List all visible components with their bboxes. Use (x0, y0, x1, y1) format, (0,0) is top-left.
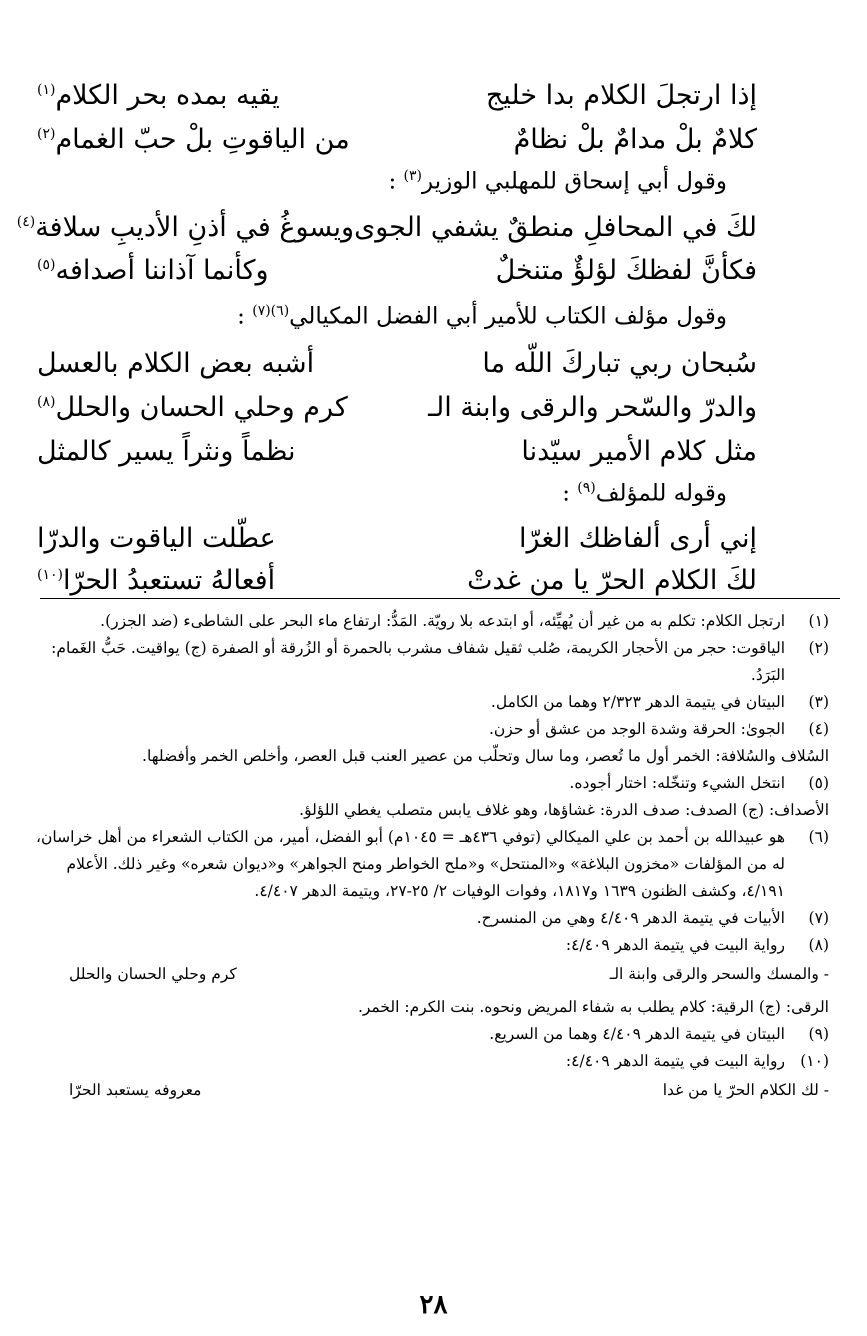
verse-5-first-hemistich: سُبحان ربي تباركَ اللّه ما (482, 347, 757, 379)
verse-7-second-hemistich: نظماً ونثراً يسير كالمثل (37, 435, 296, 467)
footnote-ref: (١) (37, 81, 56, 98)
intro-line-2: وقول مؤلف الكتاب للأمير أبي الفضل المكيالي$^{(٦)(٧)}$ : (237, 303, 727, 330)
verse-2 (37, 114, 757, 164)
verse-9-first-hemistich: لكَ الكلام الحرّ يا من غدتْ (467, 564, 757, 596)
verse-1-second-hemistich: يقيه بمده بحر الكلام$^{(١)}$ (37, 79, 280, 111)
footnote-ref: (٢) (37, 125, 56, 142)
verse-6-second-hemistich: كرم وحلي الحسان والحلل$^{(٨)}$ (37, 391, 348, 423)
verse-6 (37, 382, 757, 432)
footnotes (29, 608, 829, 1110)
footnote-ref: (٨) (37, 393, 56, 410)
page-number: ٢٨ (419, 1290, 448, 1320)
verse-2-first-hemistich: كلامٌ بلْ مدامٌ بلْ نظامٌ (513, 123, 757, 155)
verse-9-second-hemistich: أفعالهُ تستعبدُ الحرّا$^{(١٠)}$ (37, 564, 276, 596)
verse-6-first-hemistich: والدرّ والسّحر والرقى وابنة الـ (428, 391, 757, 423)
footnote-8-continuation: الرقى: (ج) الرقية: كلام يطلب به شفاء المريض ونحوه. بنت الكرم: الخمر. (357, 998, 829, 1016)
footnote-4: (٤) الجوىٰ: الحرقة وشدة الوجد من عشق أو حزن. (488, 720, 829, 738)
verse-3-first-hemistich: لكَ في المحافلِ منطقٌ يشفي الجوى (354, 211, 757, 243)
verse-5 (37, 338, 757, 388)
verse-8-second-hemistich: عطّلت الياقوت والدرّا (37, 522, 276, 554)
footnote-5-continuation: الأصداف: (ج) الصدف: صدف الدرة: غشاؤها، وهو غلاف يابس متصلب يغطي اللؤلؤ. (299, 801, 829, 819)
footnote-ref: (١٠) (37, 566, 63, 583)
verse-7-first-hemistich: مثل كلام الأمير سيّدنا (521, 435, 757, 467)
footnote-10: (١٠) رواية البيت في يتيمة الدهر ٤/٤٠٩: (565, 1052, 829, 1070)
footnote-10-verse: - لك الكلام الحرّ يا من غدا معروفه يستعبد الحرّا (69, 1081, 829, 1099)
footnote-8: (٨) رواية البيت في يتيمة الدهر ٤/٤٠٩: (565, 936, 829, 954)
footnote-ref: (٣) (403, 168, 422, 184)
footnote-2: (٢) الياقوت: حجر من الأحجار الكريمة، صُلب ثقيل شفاف مشرب بالحمرة أو الزُرقة أو الصفرة (ج) يواقيت. حَبُّ الغَمام: البَرَدُ. (51, 639, 829, 684)
footnote-3: (٣) البيتان في يتيمة الدهر ٢/٣٢٣ وهما من الكامل. (490, 693, 829, 711)
footnote-1: (١) ارتجل الكلام: تكلم به من غير أن يُهيِّئه، أو ابتدعه بلا رويّة. المَدُّ: ارتفاع ماء البحر على الشاطىء (ضد الجزر). (100, 612, 829, 630)
footnote-ref: (٩) (577, 480, 596, 496)
footnote-5: (٥) انتخل الشيء وتنخّله: اختار أجوده. (569, 774, 829, 792)
footnote-9: (٩) البيتان في يتيمة الدهر ٤/٤٠٩ وهما من السريع. (489, 1025, 829, 1043)
intro-line-1: وقول أبي إسحاق للمهلبي الوزير$^{(٣)}$ : (388, 168, 727, 195)
intro-line-3: وقوله للمؤلف$^{(٩)}$ : (562, 480, 727, 507)
footnote-separator (40, 598, 840, 599)
footnote-ref: (٦)(٧) (252, 303, 290, 319)
verse-2-second-hemistich: من الياقوتِ بلْ حبّ الغمام$^{(٢)}$ (37, 123, 350, 155)
verse-4 (37, 245, 757, 295)
verse-4-first-hemistich: فكأنَّ لفظكَ لؤلؤٌ متنخلٌ (495, 254, 757, 286)
verse-5-second-hemistich: أشبه بعض الكلام بالعسل (37, 347, 315, 379)
verse-3-second-hemistich: ويسوغُ في أذنِ الأديبِ سلافة$^{(٤)}$ (16, 211, 355, 243)
verse-1-first-hemistich: إذا ارتجلَ الكلام بدا خليج (485, 79, 757, 111)
verse-1 (37, 70, 757, 120)
verse-8-first-hemistich: إني أرى ألفاظك الغرّا (519, 522, 757, 554)
footnote-ref: (٤) (16, 213, 36, 230)
footnote-8-verse: - والمسك والسحر والرقى وابنة الـ كرم وحلي الحسان والحلل (69, 965, 829, 983)
verse-7 (37, 426, 757, 476)
footnote-6: (٦) هو عبيدالله بن أحمد بن علي الميكالي (توفي ٤٣٦هـ = ١٠٤٥م) أبو الفضل، أمير، من الكتاب الشعراء من أهل خراسان، له من المؤلفات «مخزون البلاغة» و«المنتحل» و«ملح الخواطر ومنح الجواهر» و«ديوان شعره» وغير ذلك. الأعلام ٤/١٩١، وكشف الظنون ١٦٣٩ و١٨١٧، وفوات الوفيات ٢/ ٢٥-٢٧، ويتيمة الدهر ٤/٤٠٧. (36, 828, 829, 900)
footnote-4-continuation: السُلاف والسُلافة: الخمر أول ما تُعصر، وما سال وتحلّب من عصير العنب قبل العصر، وأخلص الخمر وأفضلها. (142, 747, 829, 765)
verse-4-second-hemistich: وكأنما آذاننا أصدافه$^{(٥)}$ (37, 254, 269, 286)
footnote-ref: (٥) (37, 256, 56, 273)
footnote-7: (٧) الأبيات في يتيمة الدهر ٤/٤٠٩ وهي من المنسرح. (476, 909, 829, 927)
